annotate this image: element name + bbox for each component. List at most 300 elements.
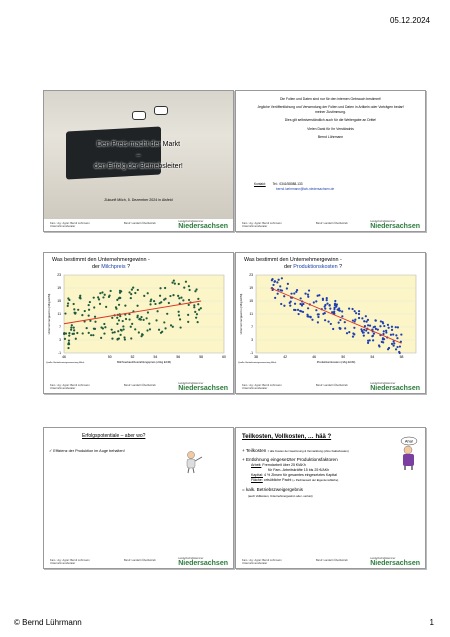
data-point	[147, 292, 149, 294]
lwk-logo: Landwirtschaftskammer Niedersachsen	[370, 220, 420, 230]
y-axis-label: Unternehmergewinn (ct/kg ECM)	[47, 293, 51, 335]
print-date: 05.12.2024	[389, 16, 430, 25]
data-point	[306, 315, 308, 317]
x-axis-label: Produktionskosten (ct/kg ECM)	[316, 360, 356, 364]
data-point	[114, 331, 116, 333]
data-point	[163, 299, 165, 301]
data-point	[111, 317, 113, 319]
presenter-figure-icon	[182, 450, 204, 474]
data-point	[67, 297, 69, 299]
data-point	[154, 303, 156, 305]
x-tick-label: 50	[341, 355, 346, 359]
lwk-logo: Landwirtschaftskammer Niedersachsen	[370, 557, 420, 567]
data-point	[375, 320, 377, 322]
data-point	[116, 317, 118, 319]
data-point	[140, 319, 142, 321]
data-point	[122, 320, 124, 322]
cost-breakdown: + Teilkosten = alle Kosten der Gewinnung & Vermarktung (ohne Faktorkosten) + Entlohnung eingesetzter Produktionsfaktoren Arbeit: Fremdarbeit über 25 €/AKh für Fam.-Arbeitskräfte 15 bis 25 €/AKh Kapital: 4 % Zinsen für gesamtes eingesetztes Kapital Fläche: ortsübliche Pacht (+ Pachtansatz der Eigentumsfläche) = kalk. Betriebszweigergebnis (auch Vollkosten, Unternehmergewinn oder -verlust)	[242, 448, 349, 498]
data-point	[134, 328, 136, 330]
data-point	[88, 304, 90, 306]
data-point	[363, 335, 365, 337]
data-point	[348, 308, 350, 310]
data-point	[155, 319, 157, 321]
data-point	[179, 318, 181, 320]
data-point	[354, 320, 356, 322]
data-point	[93, 306, 95, 308]
y-tick-label: -1	[249, 351, 253, 356]
data-point	[395, 348, 397, 350]
data-point	[272, 284, 274, 286]
data-point	[396, 337, 398, 339]
data-point	[353, 333, 355, 335]
data-point	[102, 327, 104, 329]
data-point	[391, 326, 393, 328]
data-point	[354, 310, 356, 312]
x-tick-label: 58	[399, 355, 404, 359]
data-point	[143, 319, 145, 321]
data-point	[344, 327, 346, 329]
data-point	[331, 311, 333, 313]
data-point	[317, 321, 319, 323]
data-point	[334, 303, 336, 305]
data-point	[391, 329, 393, 331]
data-point	[82, 332, 84, 334]
data-point	[348, 331, 350, 333]
data-point	[140, 335, 142, 337]
data-point	[194, 311, 196, 313]
data-point	[328, 304, 330, 306]
thinking-man-icon	[397, 436, 421, 470]
data-point	[279, 285, 281, 287]
data-point	[355, 312, 357, 314]
notice-text: Die Folien und Daten sind nur für den internen Gebrauch bestimmt! Jegliche Veröffentlichung und Verwendung der Folien und Daten in Artikeln oder Vorträgen bedarf meiner Zustimmung. Dies gilt selbstverständlich auch für die Weitergabe an Dritte! Vielen Dank für Ihr Verständnis Bernd Lührmann	[257, 97, 404, 140]
data-point	[294, 303, 296, 305]
data-point	[173, 280, 175, 282]
slide-footer: Kam.: Ag.: Agrar: Bernd Lührmann Unternehmensberater Beruf: Landwirt Überbetrieb Landwirtschaftskammer Niedersachsen	[50, 382, 228, 392]
data-point	[131, 289, 133, 291]
data-point	[364, 325, 366, 327]
data-point	[341, 310, 343, 312]
y-tick-label: 7	[59, 325, 61, 330]
data-point	[308, 289, 310, 291]
data-point	[344, 321, 346, 323]
data-point	[326, 297, 328, 299]
data-point	[119, 297, 121, 299]
data-point	[393, 342, 395, 344]
data-point	[183, 287, 185, 289]
data-point	[118, 319, 120, 321]
data-point	[90, 334, 92, 336]
data-point	[274, 297, 276, 299]
data-point	[73, 329, 75, 331]
data-point	[94, 321, 96, 323]
data-point	[280, 303, 282, 305]
data-point	[68, 335, 70, 337]
data-point	[278, 279, 280, 281]
data-point	[193, 304, 195, 306]
data-point	[324, 305, 326, 307]
data-point	[317, 295, 319, 297]
data-point	[281, 277, 283, 279]
data-point	[104, 326, 106, 328]
y-tick-label: 11	[57, 312, 61, 317]
data-point	[100, 337, 102, 339]
data-point	[156, 310, 158, 312]
x-tick-label: 58	[199, 355, 204, 359]
data-point	[289, 302, 291, 304]
data-point	[367, 340, 369, 342]
data-point	[123, 328, 125, 330]
data-point	[360, 328, 362, 330]
data-point	[146, 317, 148, 319]
data-point	[94, 316, 96, 318]
data-point	[67, 347, 69, 349]
data-point	[166, 313, 168, 315]
data-point	[63, 333, 65, 335]
data-point	[197, 298, 199, 300]
data-point	[132, 287, 134, 289]
y-tick-label: 23	[57, 273, 61, 278]
data-point	[146, 329, 148, 331]
data-point	[149, 303, 151, 305]
data-point	[311, 319, 313, 321]
data-point	[131, 323, 133, 325]
data-point	[117, 330, 119, 332]
data-point	[354, 318, 356, 320]
data-point	[188, 285, 190, 287]
data-point	[271, 278, 273, 280]
y-tick-label: 3	[251, 338, 253, 343]
data-point	[77, 309, 79, 311]
data-point	[161, 331, 163, 333]
data-point	[375, 328, 377, 330]
data-point	[286, 287, 288, 289]
data-point	[112, 332, 114, 334]
data-point	[137, 315, 139, 317]
data-point	[307, 307, 309, 309]
data-point	[274, 280, 276, 282]
x-tick-label: 38	[254, 355, 258, 359]
slide-footer: Kam.: Ag.: Agrar: Bernd Lührmann Unternehmensberater Beruf: Landwirt Überbetrieb Landwirtschaftskammer Niedersachsen	[50, 557, 228, 567]
data-point	[290, 293, 292, 295]
data-point	[136, 305, 138, 307]
data-point	[363, 320, 365, 322]
data-point	[110, 290, 112, 292]
data-point	[330, 323, 332, 325]
data-point	[125, 318, 127, 320]
data-point	[283, 295, 285, 297]
data-point	[147, 311, 149, 313]
data-point	[88, 332, 90, 334]
data-point	[341, 315, 343, 317]
slide-6-costs	[235, 427, 426, 569]
contact-block: Kontakt: Tel.: 0341/58088-133 bernd.luehrmann@lwk-niedersachsen.de	[254, 182, 335, 191]
data-point	[283, 305, 285, 307]
data-point	[367, 332, 369, 334]
data-point	[339, 319, 341, 321]
data-point	[400, 333, 402, 335]
data-point	[200, 307, 202, 309]
data-point	[189, 289, 191, 291]
slide-6-heading: Teilkosten, Vollkosten, … hää ?	[242, 434, 332, 440]
data-point	[315, 300, 317, 302]
data-point	[326, 302, 328, 304]
data-point	[111, 338, 113, 340]
data-point	[390, 334, 392, 336]
data-point	[149, 328, 151, 330]
data-point	[130, 337, 132, 339]
data-point	[148, 322, 150, 324]
slide-footer: Kam.: Ag.: Agrar: Bernd Lührmann Unternehmensberater Beruf: Landwirt Überbetrieb Landwirtschaftskammer Niedersachsen	[50, 220, 228, 230]
data-point	[365, 315, 367, 317]
data-point	[334, 300, 336, 302]
data-point	[119, 290, 121, 292]
data-point	[111, 329, 113, 331]
data-point	[130, 326, 132, 328]
data-point	[182, 299, 184, 301]
data-point	[140, 316, 142, 318]
y-tick-label: 11	[249, 312, 253, 317]
data-point	[377, 329, 379, 331]
data-point	[64, 312, 66, 314]
data-point	[388, 347, 390, 349]
data-point	[89, 320, 91, 322]
data-point	[358, 313, 360, 315]
slide-4-chart	[235, 252, 426, 394]
data-point	[197, 321, 199, 323]
data-point	[392, 333, 394, 335]
data-point	[81, 314, 83, 316]
chart-title: Was bestimmt den Unternehmergewinn - der Milchpreis ?	[52, 257, 150, 270]
data-point	[172, 326, 174, 328]
data-point	[98, 298, 100, 300]
data-point	[137, 289, 139, 291]
data-point	[353, 327, 355, 329]
data-point	[367, 319, 369, 321]
data-point	[177, 295, 179, 297]
data-point	[159, 295, 161, 297]
data-point	[134, 292, 136, 294]
data-point	[188, 299, 190, 301]
data-point	[115, 306, 117, 308]
y-tick-label: -1	[57, 351, 61, 356]
y-tick-label: 19	[57, 286, 61, 291]
slide-1-title	[43, 90, 234, 232]
data-point	[92, 334, 94, 336]
data-point	[73, 327, 75, 329]
data-point	[293, 292, 295, 294]
y-tick-label: 3	[59, 338, 61, 343]
data-point	[99, 303, 101, 305]
x-tick-label: 46	[62, 355, 66, 359]
data-point	[332, 328, 334, 330]
data-point	[153, 300, 155, 302]
data-point	[399, 345, 401, 347]
data-point	[385, 330, 387, 332]
data-point	[352, 336, 354, 338]
data-point	[150, 300, 152, 302]
data-point	[102, 296, 104, 298]
data-point	[108, 296, 110, 298]
data-point	[120, 329, 122, 331]
slide-2-notice	[235, 90, 426, 232]
data-point	[372, 339, 374, 341]
data-point	[322, 299, 324, 301]
data-point	[64, 338, 66, 340]
data-point	[346, 332, 348, 334]
data-point	[116, 323, 118, 325]
data-point	[170, 324, 172, 326]
data-point	[382, 341, 384, 343]
data-point	[103, 323, 105, 325]
data-point	[339, 328, 341, 330]
cow-figure	[154, 106, 168, 115]
data-point	[171, 282, 173, 284]
data-point	[324, 312, 326, 314]
lwk-logo: Landwirtschaftskammer Niedersachsen	[178, 557, 228, 567]
email-link[interactable]: bernd.luehrmann@lwk-niedersachsen.de	[276, 186, 335, 191]
data-point	[315, 309, 317, 311]
data-point	[395, 326, 397, 328]
data-point	[337, 309, 339, 311]
data-point	[307, 296, 309, 298]
x-tick-label: 56	[176, 355, 181, 359]
data-point	[383, 330, 385, 332]
slide-3-chart	[43, 252, 234, 394]
y-tick-label: 7	[251, 325, 253, 330]
data-point	[371, 335, 373, 337]
data-point	[327, 321, 329, 323]
data-point	[380, 320, 382, 322]
data-point	[358, 310, 360, 312]
data-point	[197, 303, 199, 305]
source-label: Quelle: Betriebszweigauswertung Milch	[46, 362, 85, 364]
data-point	[172, 294, 174, 296]
data-point	[187, 321, 189, 323]
x-tick-label: 50	[107, 355, 112, 359]
data-point	[70, 329, 72, 331]
data-point	[174, 283, 176, 285]
data-point	[159, 302, 161, 304]
x-tick-label: 60	[222, 355, 226, 359]
slide-footer: Kam.: Ag.: Agrar: Bernd Lührmann Unternehmensberater Beruf: Landwirt Überbetrieb Landwirtschaftskammer Niedersachsen	[242, 382, 420, 392]
data-point	[120, 334, 122, 336]
data-point	[369, 325, 371, 327]
data-point	[351, 308, 353, 310]
data-point	[318, 313, 320, 315]
data-point	[88, 315, 90, 317]
data-point	[195, 317, 197, 319]
data-point	[310, 316, 312, 318]
data-point	[124, 305, 126, 307]
x-tick-label: 54	[153, 355, 158, 359]
data-point	[75, 338, 77, 340]
data-point	[361, 317, 363, 319]
data-point	[119, 315, 121, 317]
data-point	[97, 296, 99, 298]
data-point	[185, 281, 187, 283]
slide-footer: Kam.: Ag.: Agrar: Bernd Lührmann Unternehmensberater Beruf: Landwirt Überbetrieb Landwirtschaftskammer Niedersachsen	[242, 557, 420, 567]
data-point	[304, 292, 306, 294]
data-point	[195, 288, 197, 290]
data-point	[300, 310, 302, 312]
data-point	[84, 310, 86, 312]
slide-1-heading: Den Preis macht der Markt – den Erfolg der Betriebsleiter!	[94, 141, 183, 170]
data-point	[329, 308, 331, 310]
data-point	[276, 281, 278, 283]
page-number: 1	[429, 618, 434, 627]
data-point	[281, 289, 283, 291]
data-point	[163, 321, 165, 323]
data-point	[398, 351, 400, 353]
data-point	[193, 306, 195, 308]
page-footer-author: © Bernd Lührmann	[14, 618, 82, 627]
data-point	[373, 333, 375, 335]
data-point	[101, 291, 103, 293]
data-point	[395, 334, 397, 336]
data-point	[358, 317, 360, 319]
source-label: Quelle: Betriebszweigauswertung Milch	[238, 362, 277, 364]
data-point	[124, 338, 126, 340]
data-point	[289, 305, 291, 307]
data-point	[180, 326, 182, 328]
lwk-logo: Landwirtschaftskammer Niedersachsen	[178, 220, 228, 230]
data-point	[178, 297, 180, 299]
data-point	[382, 322, 384, 324]
checklist-item: ✓ Effizienz der Produktion im Auge behalten!	[49, 449, 125, 453]
data-point	[122, 325, 124, 327]
data-point	[298, 313, 300, 315]
data-point	[68, 339, 70, 341]
data-point	[313, 301, 315, 303]
data-point	[338, 322, 340, 324]
data-point	[326, 299, 328, 301]
data-point	[94, 328, 96, 330]
data-point	[392, 345, 394, 347]
data-point	[67, 343, 69, 345]
y-tick-label: 23	[249, 273, 253, 278]
x-tick-label: 52	[130, 355, 135, 359]
data-point	[86, 327, 88, 329]
data-point	[387, 324, 389, 326]
y-tick-label: 15	[57, 299, 61, 304]
data-point	[324, 319, 326, 321]
data-point	[178, 314, 180, 316]
data-point	[187, 314, 189, 316]
lwk-logo: Landwirtschaftskammer Niedersachsen	[178, 382, 228, 392]
data-point	[79, 296, 81, 298]
x-tick-label: 54	[370, 355, 375, 359]
data-point	[365, 321, 367, 323]
slide-footer: Kam.: Ag.: Agrar: Bernd Lührmann Unternehmensberater Beruf: Landwirt Überbetrieb Landwirtschaftskammer Niedersachsen	[242, 220, 420, 230]
data-point	[382, 333, 384, 335]
data-point	[158, 329, 160, 331]
data-point	[104, 294, 106, 296]
data-point	[317, 316, 319, 318]
data-point	[378, 344, 380, 346]
data-point	[73, 303, 75, 305]
x-tick-label: 42	[283, 355, 287, 359]
x-axis-label: Milchverkauf/Auszahlungspreis (ct/kg ECM)	[116, 360, 172, 364]
data-point	[68, 332, 70, 334]
data-point	[164, 327, 166, 329]
data-point	[130, 293, 132, 295]
data-point	[383, 325, 385, 327]
data-point	[324, 308, 326, 310]
data-point	[363, 329, 365, 331]
data-point	[297, 309, 299, 311]
data-point	[367, 342, 369, 344]
